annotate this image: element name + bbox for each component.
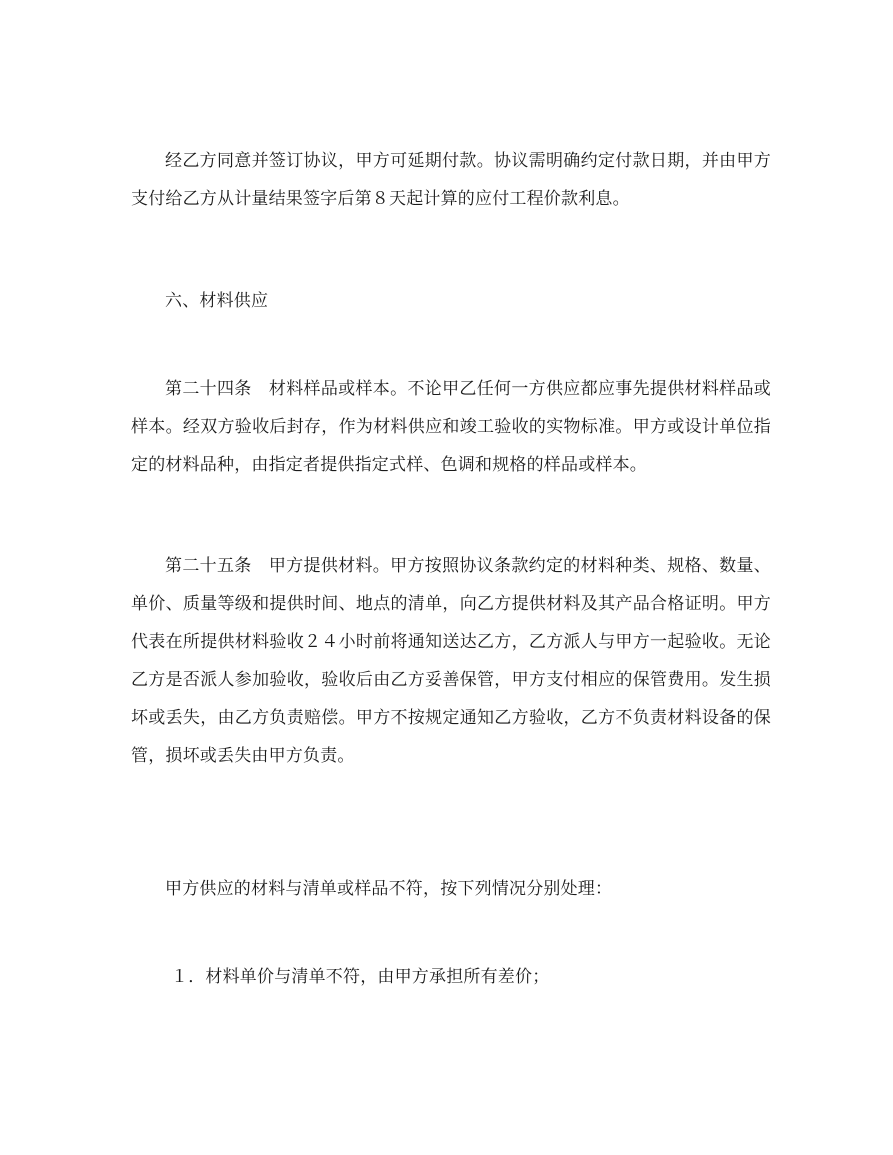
section-heading-text: 六、材料供应 [165, 291, 269, 311]
paragraph-text: 甲方供应的材料与清单或样品不符，按下列情况分别处理： [165, 879, 613, 899]
paragraph-text: 第二十五条 甲方提供材料。甲方按照协议条款约定的材料种类、规格、数量、单价、质量等级和提供时间、地点的清单，向乙方提供材料及其产品合格证明。甲方代表在所提供材料验收２４小时前将通知送达乙方，乙方派人与甲方一起验收。无论乙方是否派人参加验收，验收后由乙方妥善保管，甲方支付相应的保管费用。发生损坏或丢失，由乙方负责赔偿。甲方不按规定通知乙方验收，乙方不负责材料设备的保管，损坏或丢失由甲方负责。 [131, 556, 771, 766]
paragraph-text: 第二十四条 材料样品或样本。不论甲乙任何一方供应都应事先提供材料样品或样本。经双方验收后封存，作为材料供应和竣工验收的实物标准。甲方或设计单位指定的材料品种，由指定者提供指定式样、色调和规格的样品或样本。 [131, 379, 771, 475]
paragraph-deferred-payment [131, 142, 771, 218]
paragraph-mismatch-handling [131, 870, 771, 908]
article-24 [131, 370, 771, 484]
list-item-text: １．材料单价与清单不符，由甲方承担所有差价； [171, 967, 550, 987]
list-item-1 [131, 958, 771, 996]
section-heading-material-supply [131, 282, 771, 320]
article-25 [131, 547, 771, 775]
paragraph-text: 经乙方同意并签订协议，甲方可延期付款。协议需明确约定付款日期，并由甲方支付给乙方从计量结果签字后第８天起计算的应付工程价款利息。 [131, 151, 771, 209]
